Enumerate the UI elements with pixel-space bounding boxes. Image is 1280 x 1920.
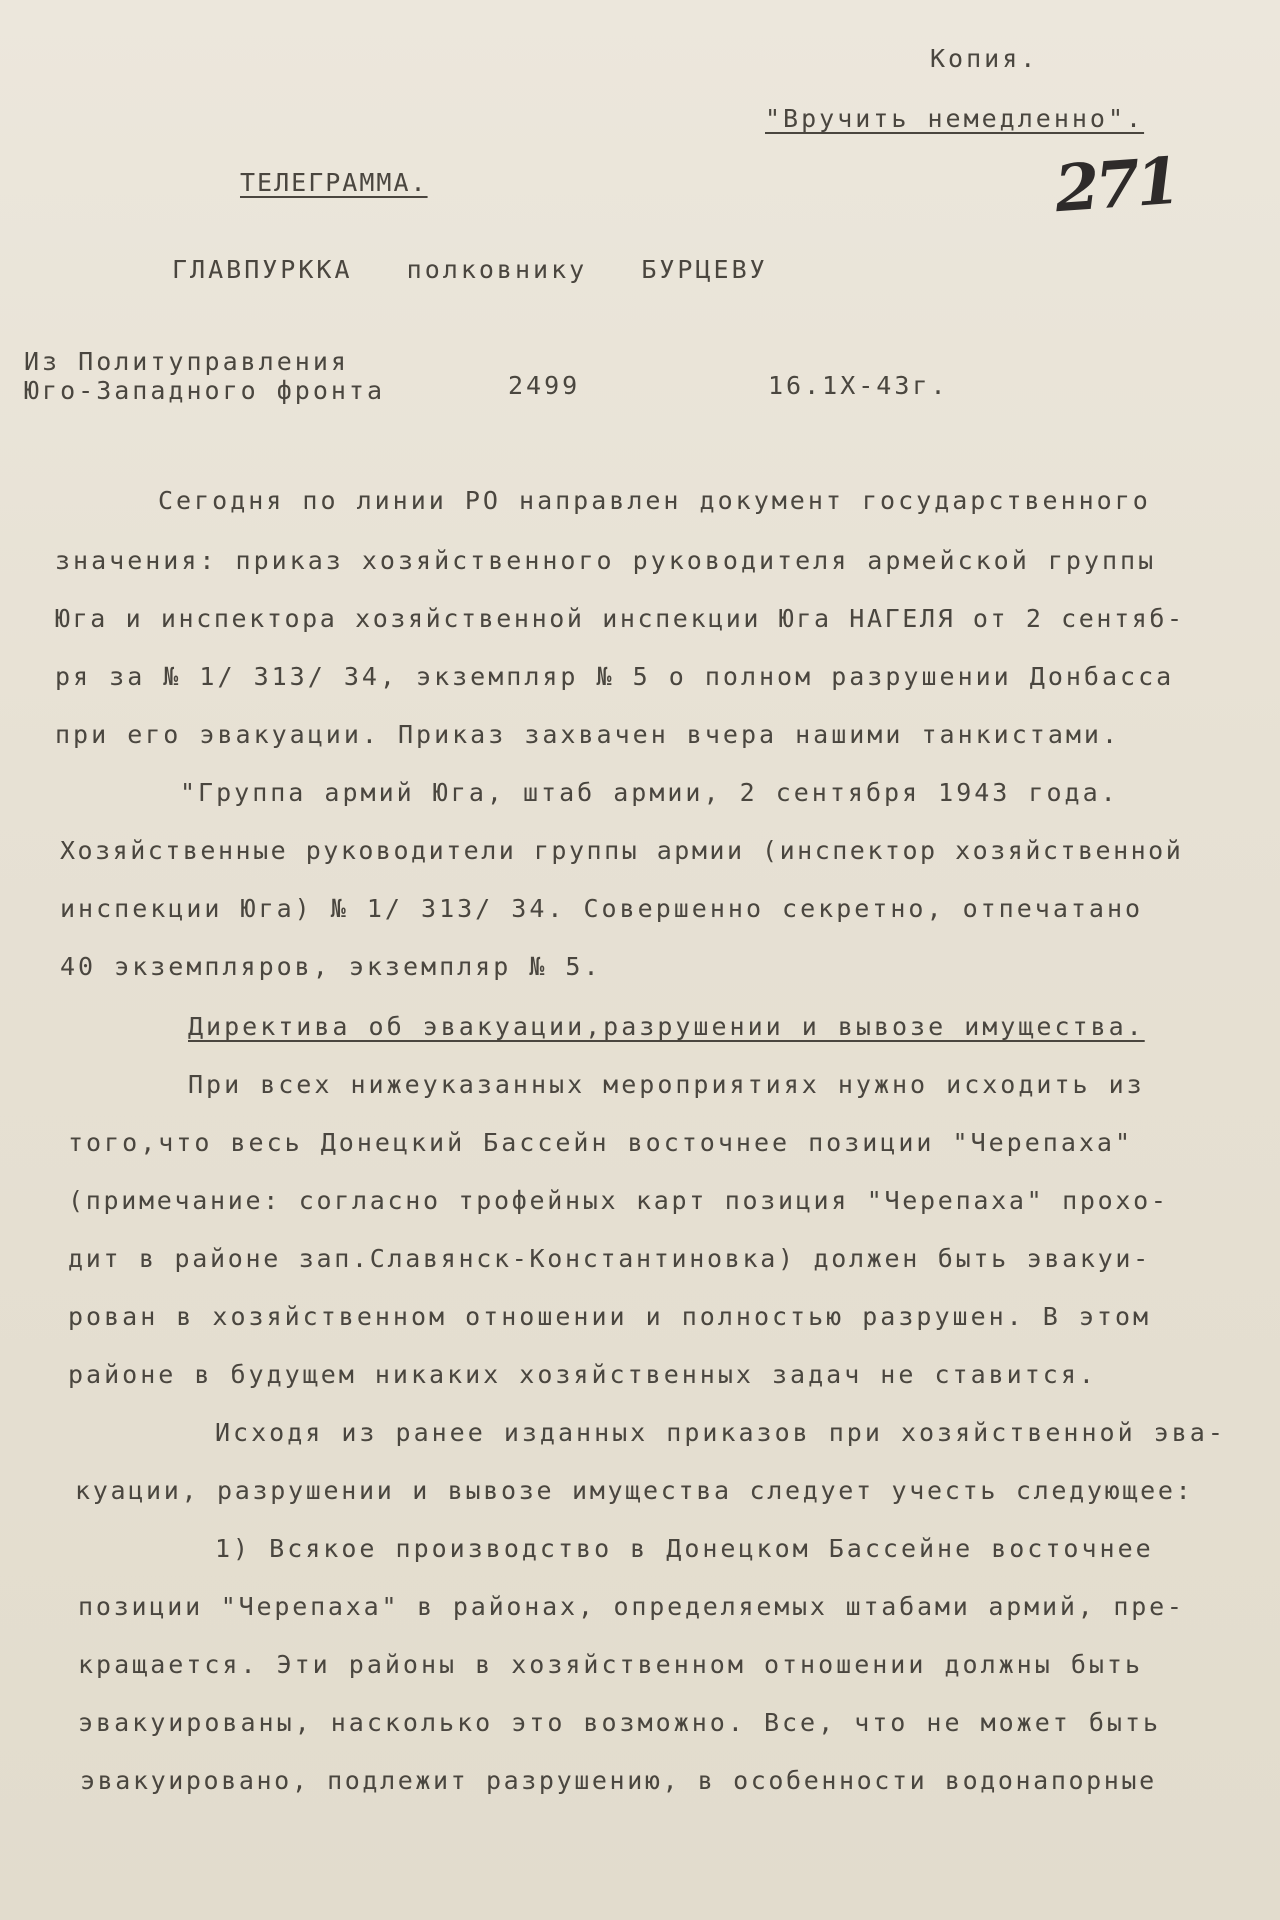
body-line-9: 40 экземпляров, экземпляр № 5. bbox=[60, 952, 602, 981]
body-line-22: эвакуированы, насколько это возможно. Все, что не может быть bbox=[78, 1708, 1162, 1737]
body-line-7: Хозяйственные руководители группы армии (инспектор хозяйственной bbox=[60, 836, 1184, 865]
sender-line-2: Юго-Западного фронта bbox=[24, 376, 386, 405]
body-line-8: инспекции Юга) № 1/ 313/ 34. Совершенно секретно, отпечатано bbox=[60, 894, 1144, 923]
delivery-instruction: "Вручить немедленно". bbox=[765, 104, 1145, 133]
body-line-20: позиции "Черепаха" в районах, определяемых штабами армий, пре- bbox=[78, 1592, 1185, 1621]
addressee-line: ГЛАВПУРККА полковнику БУРЦЕВУ bbox=[172, 255, 768, 284]
body-line-21: кращается. Эти районы в хозяйственном отношении должны быть bbox=[78, 1650, 1144, 1679]
directive-heading: Директива об эвакуации,разрушении и вывозе имущества. bbox=[188, 1012, 1145, 1041]
sender-line-1: Из Политуправления bbox=[24, 347, 349, 376]
body-line-13: (примечание: согласно трофейных карт позиция "Черепаха" прохо- bbox=[68, 1186, 1169, 1215]
body-line-11: При всех нижеуказанных мероприятиях нужно исходить из bbox=[188, 1070, 1145, 1099]
body-line-15: рован в хозяйственном отношении и полностью разрушен. В этом bbox=[68, 1302, 1152, 1331]
body-line-6: "Группа армий Юга, штаб армии, 2 сентября 1943 года. bbox=[180, 778, 1119, 807]
body-line-16: районе в будущем никаких хозяйственных задач не ставится. bbox=[68, 1360, 1097, 1389]
body-line-3: Юга и инспектора хозяйственной инспекции Юга НАГЕЛЯ от 2 сентяб- bbox=[55, 604, 1185, 633]
archive-number: 271 bbox=[1052, 143, 1180, 228]
body-line-12: того,что весь Донецкий Бассейн восточнее позиции "Черепаха" bbox=[68, 1128, 1134, 1157]
body-line-23: эвакуировано, подлежит разрушению, в особенности водонапорные bbox=[80, 1766, 1157, 1795]
document-title: ТЕЛЕГРАММА. bbox=[240, 168, 428, 197]
body-line-18: куации, разрушении и вывозе имущества следует учесть следующее: bbox=[75, 1476, 1194, 1505]
body-line-14: дит в районе зап.Славянск-Константиновка) должен быть эвакуи- bbox=[68, 1244, 1151, 1273]
body-line-19: 1) Всякое производство в Донецком Бассейне восточнее bbox=[215, 1534, 1154, 1563]
telegram-date: 16.1Х-43г. bbox=[768, 371, 949, 400]
copy-mark: Копия. bbox=[930, 44, 1039, 73]
body-line-4: ря за № 1/ 313/ 34, экземпляр № 5 о полном разрушении Донбасса bbox=[55, 662, 1175, 691]
telegram-number: 2499 bbox=[508, 371, 581, 400]
body-line-1: Сегодня по линии РО направлен документ государственного bbox=[158, 486, 1151, 515]
body-line-17: Исходя из ранее изданных приказов при хозяйственной эва- bbox=[215, 1418, 1226, 1447]
body-line-5: при его эвакуации. Приказ захвачен вчера нашими танкистами. bbox=[55, 720, 1121, 749]
body-line-2: значения: приказ хозяйственного руководителя армейской группы bbox=[55, 546, 1157, 575]
